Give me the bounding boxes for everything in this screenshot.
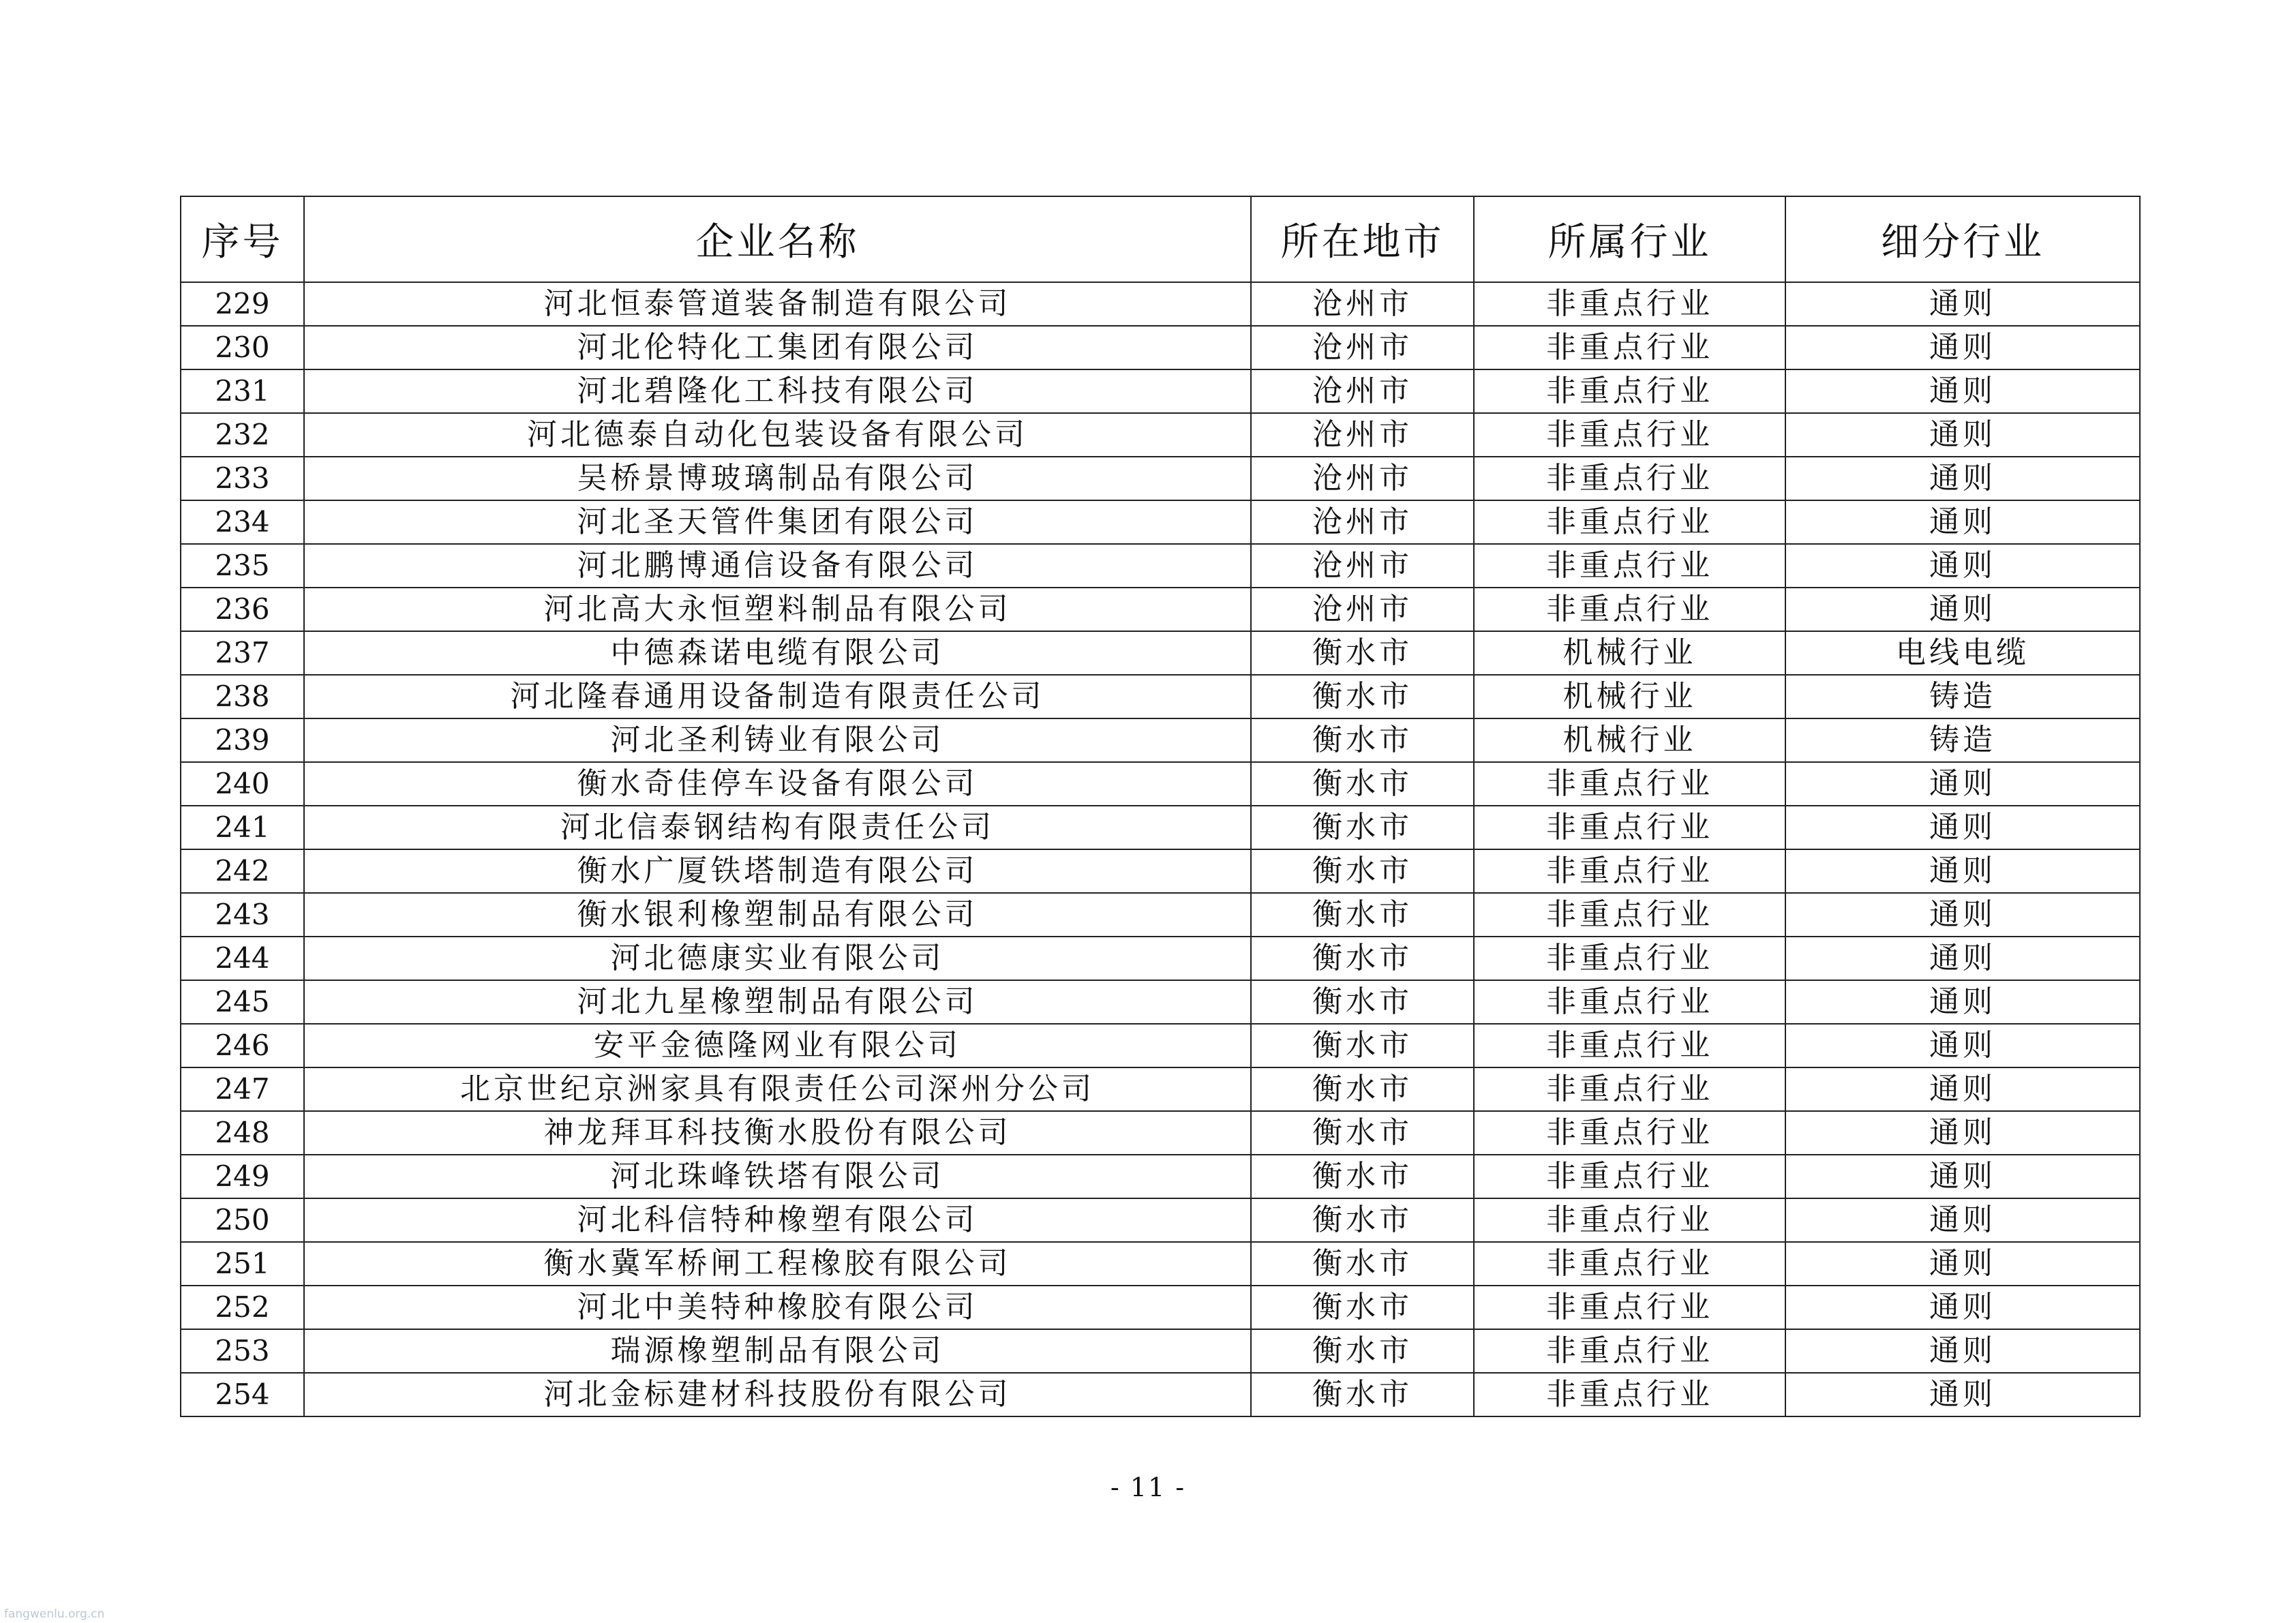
cell-city: 衡水市 <box>1251 806 1474 849</box>
header-industry: 所属行业 <box>1474 196 1785 282</box>
cell-sub-industry: 通则 <box>1785 369 2140 413</box>
cell-company-name: 衡水奇佳停车设备有限公司 <box>304 762 1251 806</box>
cell-no: 244 <box>181 937 304 980</box>
cell-sub-industry: 通则 <box>1785 1329 2140 1373</box>
cell-city: 沧州市 <box>1251 544 1474 588</box>
cell-sub-industry: 通则 <box>1785 849 2140 893</box>
cell-industry: 非重点行业 <box>1474 369 1785 413</box>
cell-sub-industry: 通则 <box>1785 282 2140 326</box>
cell-company-name: 河北中美特种橡胶有限公司 <box>304 1286 1251 1329</box>
table-row <box>181 1286 2140 1329</box>
cell-city: 衡水市 <box>1251 1155 1474 1198</box>
table-body <box>181 282 2140 1416</box>
table-row <box>181 631 2140 675</box>
cell-city: 衡水市 <box>1251 631 1474 675</box>
cell-no: 236 <box>181 588 304 631</box>
cell-no: 235 <box>181 544 304 588</box>
cell-sub-industry: 通则 <box>1785 500 2140 544</box>
table-row <box>181 1067 2140 1111</box>
cell-city: 沧州市 <box>1251 588 1474 631</box>
table-row <box>181 980 2140 1024</box>
table-row <box>181 1242 2140 1286</box>
table-row <box>181 457 2140 500</box>
table-row <box>181 326 2140 369</box>
cell-sub-industry: 通则 <box>1785 762 2140 806</box>
table-row <box>181 849 2140 893</box>
cell-no: 246 <box>181 1024 304 1067</box>
cell-industry: 非重点行业 <box>1474 500 1785 544</box>
cell-city: 衡水市 <box>1251 1286 1474 1329</box>
cell-sub-industry: 电线电缆 <box>1785 631 2140 675</box>
cell-sub-industry: 通则 <box>1785 326 2140 369</box>
cell-sub-industry: 通则 <box>1785 1198 2140 1242</box>
cell-company-name: 河北科信特种橡塑有限公司 <box>304 1198 1251 1242</box>
cell-company-name: 河北隆春通用设备制造有限责任公司 <box>304 675 1251 718</box>
cell-company-name: 河北信泰钢结构有限责任公司 <box>304 806 1251 849</box>
cell-city: 沧州市 <box>1251 282 1474 326</box>
table-row <box>181 718 2140 762</box>
cell-sub-industry: 通则 <box>1785 1242 2140 1286</box>
cell-industry: 机械行业 <box>1474 718 1785 762</box>
cell-no: 234 <box>181 500 304 544</box>
cell-sub-industry: 通则 <box>1785 1111 2140 1155</box>
cell-sub-industry: 通则 <box>1785 1155 2140 1198</box>
cell-no: 237 <box>181 631 304 675</box>
cell-no: 238 <box>181 675 304 718</box>
cell-industry: 非重点行业 <box>1474 1286 1785 1329</box>
cell-city: 衡水市 <box>1251 980 1474 1024</box>
cell-city: 沧州市 <box>1251 413 1474 457</box>
cell-company-name: 河北珠峰铁塔有限公司 <box>304 1155 1251 1198</box>
cell-industry: 非重点行业 <box>1474 1373 1785 1416</box>
cell-no: 248 <box>181 1111 304 1155</box>
cell-no: 250 <box>181 1198 304 1242</box>
cell-industry: 非重点行业 <box>1474 1024 1785 1067</box>
cell-company-name: 河北圣利铸业有限公司 <box>304 718 1251 762</box>
cell-city: 衡水市 <box>1251 1329 1474 1373</box>
cell-company-name: 衡水广厦铁塔制造有限公司 <box>304 849 1251 893</box>
cell-company-name: 河北恒泰管道装备制造有限公司 <box>304 282 1251 326</box>
cell-no: 243 <box>181 893 304 937</box>
cell-industry: 非重点行业 <box>1474 937 1785 980</box>
cell-sub-industry: 通则 <box>1785 937 2140 980</box>
cell-company-name: 安平金德隆网业有限公司 <box>304 1024 1251 1067</box>
cell-industry: 非重点行业 <box>1474 413 1785 457</box>
cell-city: 衡水市 <box>1251 1024 1474 1067</box>
cell-industry: 非重点行业 <box>1474 1329 1785 1373</box>
cell-sub-industry: 通则 <box>1785 1286 2140 1329</box>
cell-city: 衡水市 <box>1251 1373 1474 1416</box>
table-row <box>181 1373 2140 1416</box>
cell-no: 240 <box>181 762 304 806</box>
table-row <box>181 1024 2140 1067</box>
cell-city: 衡水市 <box>1251 1198 1474 1242</box>
cell-no: 242 <box>181 849 304 893</box>
cell-no: 241 <box>181 806 304 849</box>
cell-industry: 非重点行业 <box>1474 282 1785 326</box>
table-row <box>181 675 2140 718</box>
cell-company-name: 河北碧隆化工科技有限公司 <box>304 369 1251 413</box>
cell-no: 245 <box>181 980 304 1024</box>
header-company-name: 企业名称 <box>304 196 1251 282</box>
cell-no: 253 <box>181 1329 304 1373</box>
cell-company-name: 瑞源橡塑制品有限公司 <box>304 1329 1251 1373</box>
cell-sub-industry: 通则 <box>1785 1373 2140 1416</box>
header-sub-industry: 细分行业 <box>1785 196 2140 282</box>
cell-company-name: 衡水银利橡塑制品有限公司 <box>304 893 1251 937</box>
watermark: fangwenlu.org.cn <box>4 1607 105 1621</box>
cell-industry: 非重点行业 <box>1474 762 1785 806</box>
cell-sub-industry: 铸造 <box>1785 718 2140 762</box>
cell-sub-industry: 通则 <box>1785 893 2140 937</box>
table-row <box>181 413 2140 457</box>
table-row <box>181 1111 2140 1155</box>
cell-city: 衡水市 <box>1251 1067 1474 1111</box>
page-number: - 11 - <box>1110 1472 1186 1502</box>
cell-no: 230 <box>181 326 304 369</box>
cell-sub-industry: 通则 <box>1785 1067 2140 1111</box>
table-row <box>181 588 2140 631</box>
cell-sub-industry: 通则 <box>1785 588 2140 631</box>
enterprise-table <box>180 196 2141 1417</box>
cell-no: 232 <box>181 413 304 457</box>
cell-no: 239 <box>181 718 304 762</box>
cell-sub-industry: 铸造 <box>1785 675 2140 718</box>
cell-no: 251 <box>181 1242 304 1286</box>
cell-city: 衡水市 <box>1251 1111 1474 1155</box>
cell-city: 衡水市 <box>1251 762 1474 806</box>
cell-no: 233 <box>181 457 304 500</box>
cell-city: 沧州市 <box>1251 500 1474 544</box>
cell-city: 沧州市 <box>1251 369 1474 413</box>
cell-industry: 非重点行业 <box>1474 1067 1785 1111</box>
cell-industry: 非重点行业 <box>1474 1242 1785 1286</box>
cell-city: 衡水市 <box>1251 675 1474 718</box>
cell-city: 衡水市 <box>1251 937 1474 980</box>
cell-company-name: 衡水冀军桥闸工程橡胶有限公司 <box>304 1242 1251 1286</box>
cell-no: 231 <box>181 369 304 413</box>
cell-company-name: 中德森诺电缆有限公司 <box>304 631 1251 675</box>
cell-company-name: 河北德康实业有限公司 <box>304 937 1251 980</box>
header-row <box>181 196 2140 282</box>
cell-city: 沧州市 <box>1251 457 1474 500</box>
cell-sub-industry: 通则 <box>1785 1024 2140 1067</box>
cell-company-name: 河北圣天管件集团有限公司 <box>304 500 1251 544</box>
cell-industry: 非重点行业 <box>1474 849 1785 893</box>
cell-industry: 非重点行业 <box>1474 980 1785 1024</box>
cell-no: 247 <box>181 1067 304 1111</box>
cell-industry: 机械行业 <box>1474 675 1785 718</box>
table-row <box>181 1155 2140 1198</box>
cell-company-name: 河北金标建材科技股份有限公司 <box>304 1373 1251 1416</box>
table-row <box>181 806 2140 849</box>
header-no: 序号 <box>181 196 304 282</box>
cell-city: 衡水市 <box>1251 893 1474 937</box>
cell-company-name: 吴桥景博玻璃制品有限公司 <box>304 457 1251 500</box>
cell-industry: 非重点行业 <box>1474 893 1785 937</box>
cell-sub-industry: 通则 <box>1785 413 2140 457</box>
cell-no: 229 <box>181 282 304 326</box>
cell-city: 衡水市 <box>1251 1242 1474 1286</box>
cell-industry: 非重点行业 <box>1474 326 1785 369</box>
table-row <box>181 500 2140 544</box>
table-header <box>181 196 2140 282</box>
cell-company-name: 北京世纪京洲家具有限责任公司深州分公司 <box>304 1067 1251 1111</box>
cell-company-name: 河北伦特化工集团有限公司 <box>304 326 1251 369</box>
table-row <box>181 544 2140 588</box>
table-row <box>181 762 2140 806</box>
cell-no: 252 <box>181 1286 304 1329</box>
cell-sub-industry: 通则 <box>1785 457 2140 500</box>
cell-city: 沧州市 <box>1251 326 1474 369</box>
cell-company-name: 河北九星橡塑制品有限公司 <box>304 980 1251 1024</box>
cell-industry: 机械行业 <box>1474 631 1785 675</box>
cell-industry: 非重点行业 <box>1474 457 1785 500</box>
table-row <box>181 1198 2140 1242</box>
table-row <box>181 937 2140 980</box>
cell-city: 衡水市 <box>1251 849 1474 893</box>
table-row <box>181 1329 2140 1373</box>
cell-company-name: 河北鹏博通信设备有限公司 <box>304 544 1251 588</box>
table-row <box>181 369 2140 413</box>
cell-industry: 非重点行业 <box>1474 1111 1785 1155</box>
cell-industry: 非重点行业 <box>1474 806 1785 849</box>
header-city: 所在地市 <box>1251 196 1474 282</box>
cell-industry: 非重点行业 <box>1474 1155 1785 1198</box>
cell-city: 衡水市 <box>1251 718 1474 762</box>
cell-industry: 非重点行业 <box>1474 544 1785 588</box>
cell-sub-industry: 通则 <box>1785 806 2140 849</box>
cell-no: 249 <box>181 1155 304 1198</box>
cell-industry: 非重点行业 <box>1474 588 1785 631</box>
cell-sub-industry: 通则 <box>1785 544 2140 588</box>
cell-industry: 非重点行业 <box>1474 1198 1785 1242</box>
table-row <box>181 282 2140 326</box>
table-row <box>181 893 2140 937</box>
cell-no: 254 <box>181 1373 304 1416</box>
cell-sub-industry: 通则 <box>1785 980 2140 1024</box>
cell-company-name: 神龙拜耳科技衡水股份有限公司 <box>304 1111 1251 1155</box>
enterprise-table-container <box>180 196 2139 1417</box>
cell-company-name: 河北高大永恒塑料制品有限公司 <box>304 588 1251 631</box>
cell-company-name: 河北德泰自动化包装设备有限公司 <box>304 413 1251 457</box>
